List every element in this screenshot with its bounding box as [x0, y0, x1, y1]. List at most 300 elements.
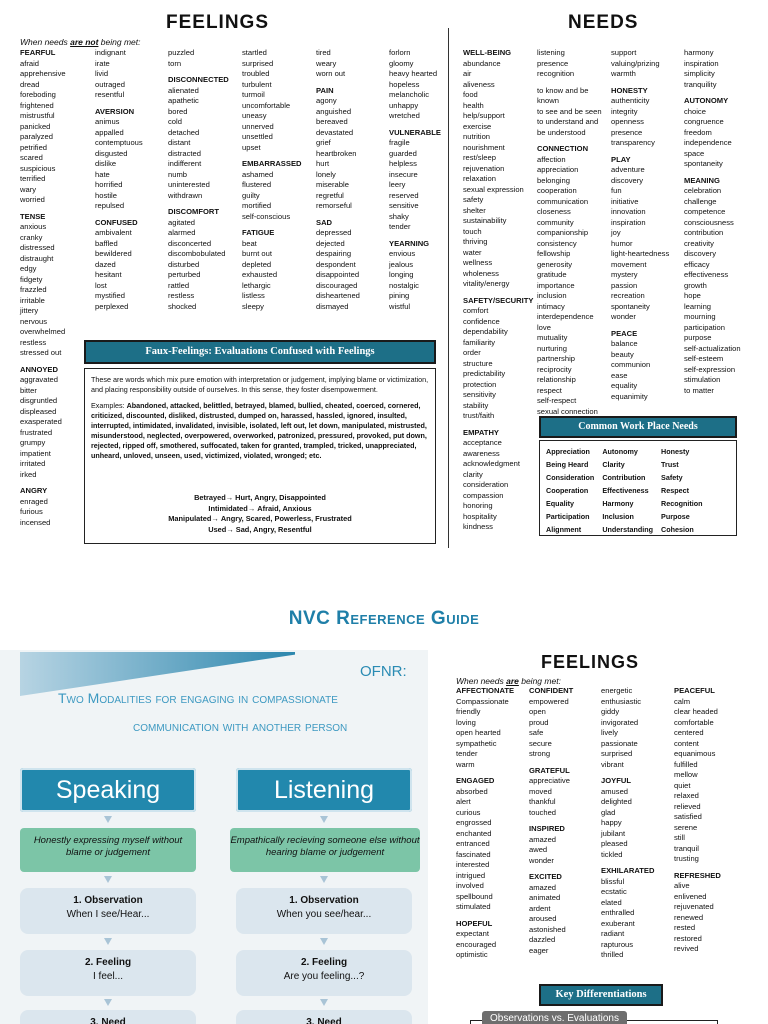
word-item: scared	[20, 153, 43, 162]
word-item: appreciative	[529, 776, 570, 785]
category-heading: CONFIDENT	[529, 686, 574, 695]
word-item: unsettled	[242, 132, 273, 141]
word-item: restless	[20, 337, 47, 347]
word-item: celebration	[684, 186, 722, 195]
word-item: warmth	[611, 69, 636, 78]
word-item: restored	[674, 933, 702, 943]
word-item: warm	[456, 759, 475, 769]
word-item: revived	[674, 944, 699, 953]
table-cell: Purpose	[661, 511, 690, 521]
table-cell: Understanding	[602, 524, 654, 534]
word-item: contribution	[684, 228, 724, 237]
word-item: structure	[463, 358, 493, 368]
word-item: paralyzed	[20, 132, 53, 141]
category-heading: EXCITED	[529, 872, 562, 881]
word-item: clarity	[463, 469, 483, 479]
word-item: amazed	[529, 834, 557, 844]
word-item: to see and be seen	[537, 106, 602, 116]
word-item: rapturous	[601, 939, 634, 949]
word-item: unnerved	[242, 121, 274, 131]
word-item: sensitive	[389, 201, 419, 210]
word-item: tranquility	[684, 79, 717, 89]
word-item: sleepy	[242, 301, 264, 311]
feelings-met-col-3	[601, 686, 654, 961]
word-item: relaxed	[674, 791, 699, 800]
word-item: tired	[316, 48, 331, 57]
word-item: devastated	[316, 127, 354, 137]
word-item: congruence	[684, 117, 724, 126]
word-item: wonder	[529, 855, 554, 865]
word-item: spellbound	[456, 891, 493, 901]
table-row	[542, 471, 707, 484]
word-item: discombobulated	[168, 249, 226, 258]
word-item: radiant	[601, 929, 625, 938]
word-item: purpose	[684, 333, 712, 342]
word-item: to matter	[684, 385, 714, 395]
word-item: loving	[456, 717, 476, 727]
word-item: uninterested	[168, 180, 210, 189]
word-item: enlivened	[674, 891, 707, 901]
word-item: mystery	[611, 270, 638, 279]
word-item: petrified	[20, 142, 48, 152]
word-item: nurturing	[537, 343, 567, 353]
word-item: interested	[456, 860, 490, 869]
word-item: vitality/energy	[463, 279, 510, 288]
word-item: disappointed	[316, 270, 360, 279]
word-item: reserved	[389, 190, 419, 200]
ofnr-subtitle-1: Two Modalities for engaging in compassionate	[58, 690, 338, 706]
speaking-step-need	[20, 1010, 196, 1024]
word-item: jittery	[20, 306, 39, 315]
table-cell: Recognition	[661, 498, 703, 508]
table-cell: Equality	[546, 498, 574, 508]
word-item: irate	[95, 58, 110, 68]
faux-intro: These are words which mix pure emotion with interpretation or judgement, implying blame or victimization, and placing responsibility outside of ourselves. In this sense, they foster disempowerment.	[91, 375, 429, 394]
word-item: open	[529, 707, 546, 716]
workplace-table	[542, 445, 707, 536]
word-item: to understand and	[537, 117, 599, 126]
step-title: 1. Observation	[73, 895, 143, 906]
word-item: spontaneity	[611, 301, 650, 311]
word-item: sexual expression	[463, 184, 524, 194]
table-row	[542, 458, 707, 471]
word-item: gloomy	[389, 58, 414, 68]
word-item: listening	[537, 48, 565, 57]
word-item: alive	[674, 881, 690, 890]
category-heading: VULNERABLE	[389, 127, 441, 137]
word-item: enchanted	[456, 828, 492, 838]
word-item: wonder	[611, 312, 636, 321]
word-item: mistrustful	[20, 111, 55, 120]
word-item: dislike	[95, 159, 117, 168]
word-item: beauty	[611, 349, 634, 359]
table-cell: Safety	[661, 472, 683, 482]
word-item: withdrawn	[168, 190, 203, 200]
table-row	[542, 523, 707, 536]
word-item: hopeless	[389, 79, 420, 89]
word-item: pining	[389, 291, 410, 300]
word-item: astonished	[529, 924, 566, 934]
speaking-step-feeling	[20, 950, 196, 996]
feelings-col-6	[389, 48, 441, 312]
category-heading: CONFUSED	[95, 217, 138, 227]
word-item: worn out	[316, 69, 346, 78]
ofnr-label: OFNR:	[360, 663, 407, 680]
category-heading: JOYFUL	[601, 776, 631, 785]
word-item: importance	[537, 280, 575, 290]
table-cell: Appreciation	[546, 446, 590, 456]
table-cell: Being Heard	[546, 459, 589, 469]
category-heading: ANGRY	[20, 486, 48, 495]
word-item: acknowledgment	[463, 459, 520, 468]
word-item: agitated	[168, 217, 196, 227]
word-item: fellowship	[537, 249, 571, 258]
table-cell: Cooperation	[546, 485, 589, 495]
word-item: stability	[463, 400, 489, 410]
note-post: being met:	[98, 37, 141, 47]
word-item: tranquil	[674, 843, 699, 853]
step-title: 2. Feeling	[84, 957, 132, 968]
category-heading: EMPATHY	[463, 427, 499, 437]
word-item: mutuality	[537, 333, 568, 342]
category-heading: AUTONOMY	[684, 96, 729, 105]
word-item: open hearted	[456, 728, 501, 737]
word-item: startled	[242, 48, 267, 57]
word-item: entranced	[456, 839, 490, 848]
word-item: apprehensive	[20, 69, 66, 78]
word-item: independence	[684, 138, 732, 147]
word-item: appreciation	[537, 165, 579, 174]
word-item: sympathetic	[456, 738, 497, 748]
feelings-met-col-2	[529, 686, 573, 956]
word-item: anguished	[316, 106, 352, 116]
word-item: nervous	[20, 316, 48, 326]
word-item: exasperated	[20, 417, 62, 426]
word-item: panicked	[20, 121, 51, 131]
word-item: trust/faith	[463, 411, 495, 420]
word-item: awareness	[463, 448, 500, 458]
word-item: mourning	[684, 312, 716, 321]
table-cell: Contribution	[602, 472, 646, 482]
word-item: despondent	[316, 259, 356, 269]
word-item: help/support	[463, 111, 505, 120]
step-sub: Are you feeling...?	[283, 971, 365, 982]
word-item: health	[463, 100, 484, 110]
word-item: delighted	[601, 797, 632, 806]
note-pre: When needs	[456, 676, 507, 686]
word-item: frightened	[20, 100, 54, 110]
word-item: ease	[611, 370, 628, 380]
word-item: apathetic	[168, 96, 199, 105]
word-item: dread	[20, 79, 40, 89]
word-item: support	[611, 48, 637, 57]
word-item: tender	[389, 222, 411, 231]
word-item: hate	[95, 169, 110, 179]
word-item: comfort	[463, 306, 489, 315]
word-item: wary	[20, 184, 37, 194]
word-item: passion	[611, 280, 638, 290]
word-item: passionate	[601, 738, 638, 748]
word-item: troubled	[242, 69, 270, 78]
word-item: dependability	[463, 327, 508, 336]
word-item: learning	[684, 301, 712, 311]
word-item: gratitude	[537, 270, 567, 279]
word-item: turmoil	[242, 90, 265, 99]
word-item: helpless	[389, 159, 417, 168]
word-item: baffled	[95, 238, 118, 248]
word-item: known	[537, 96, 559, 105]
word-item: consistency	[537, 238, 577, 248]
word-item: centered	[674, 728, 704, 737]
word-item: miserable	[316, 180, 349, 189]
word-item: reciprocity	[537, 364, 572, 374]
word-item: grief	[316, 138, 331, 147]
word-item: self-esteem	[684, 354, 724, 363]
feelings-col-2	[95, 48, 143, 312]
feelings-col-4	[242, 48, 302, 312]
word-item: rejuvenated	[674, 902, 714, 911]
word-item: mystified	[95, 291, 125, 300]
word-item: creativity	[684, 238, 714, 248]
workplace-needs-box	[539, 440, 737, 536]
needs-col-2	[537, 48, 602, 417]
category-heading: TENSE	[20, 211, 46, 221]
word-item: agony	[316, 96, 337, 105]
category-heading: AVERSION	[95, 106, 135, 116]
word-item: to know and be	[537, 85, 589, 95]
table-row	[542, 510, 707, 523]
word-item: self-conscious	[242, 211, 291, 221]
word-item: uneasy	[242, 111, 267, 120]
word-item: upset	[242, 142, 261, 152]
word-item: lively	[601, 728, 618, 737]
divider-line	[448, 28, 449, 548]
word-item: fidgety	[20, 274, 43, 284]
feelings-col-5	[316, 48, 360, 312]
word-item: indignant	[95, 48, 126, 57]
feelings-met-col-4	[674, 686, 721, 955]
word-item: shelter	[463, 205, 486, 215]
word-item: content	[674, 738, 699, 748]
word-item: numb	[168, 169, 187, 179]
word-item: aggravated	[20, 375, 58, 384]
word-item: challenge	[684, 196, 717, 206]
word-item: perplexed	[95, 301, 129, 311]
word-item: wistful	[389, 301, 411, 311]
word-item: affection	[537, 154, 566, 164]
word-item: alert	[456, 797, 471, 806]
word-item: mortified	[242, 201, 272, 210]
word-item: familiarity	[463, 337, 496, 347]
feelings-met-title: FEELINGS	[541, 652, 640, 672]
word-item: enthralled	[601, 908, 635, 917]
word-item: grumpy	[20, 438, 46, 447]
word-item: giddy	[601, 707, 620, 716]
word-item: inspiration	[611, 217, 646, 227]
table-cell: Harmony	[602, 498, 634, 508]
word-item: heartbroken	[316, 148, 357, 158]
word-item: amazed	[529, 882, 557, 892]
word-item: encouraged	[456, 939, 497, 949]
examples-label: Examples:	[91, 401, 127, 410]
category-heading: MEANING	[684, 175, 720, 185]
word-item: ashamed	[242, 169, 274, 179]
word-item: be understood	[537, 127, 586, 137]
word-item: engrossed	[456, 818, 492, 827]
word-item: perturbed	[168, 270, 201, 279]
table-cell: Autonomy	[602, 446, 638, 456]
word-item: ambivalent	[95, 228, 132, 237]
word-item: rest/sleep	[463, 153, 496, 162]
word-item: sustainability	[463, 216, 507, 225]
word-item: self-respect	[537, 396, 577, 405]
word-item: recognition	[537, 69, 575, 78]
word-item: discouraged	[316, 280, 358, 290]
word-item: involved	[456, 881, 484, 890]
feelings-col-3	[168, 48, 229, 312]
word-item: bitter	[20, 385, 37, 395]
word-item: disconcerted	[168, 238, 212, 248]
word-item: depressed	[316, 228, 352, 237]
word-item: torn	[168, 58, 182, 68]
step-sub: When you see/hear...	[276, 909, 372, 920]
word-item: thrilled	[601, 950, 624, 959]
word-item: tender	[456, 749, 478, 758]
category-heading: ENGAGED	[456, 776, 495, 785]
table-cell: Consideration	[546, 472, 595, 482]
word-item: optimistic	[456, 950, 488, 959]
word-item: heavy hearted	[389, 69, 438, 78]
note-post: being met:	[518, 676, 561, 686]
word-item: hesitant	[95, 270, 122, 279]
word-item: growth	[684, 280, 707, 290]
word-item: elated	[601, 897, 622, 907]
word-item: relieved	[674, 801, 701, 811]
word-item: friendly	[456, 707, 481, 716]
word-item: irritated	[20, 459, 46, 468]
ofnr-subtitle-2: communication with another person	[133, 718, 348, 734]
word-item: adventure	[611, 165, 645, 174]
word-item: belonging	[537, 175, 570, 185]
word-item: invigorated	[601, 717, 639, 727]
word-item: suspicious	[20, 163, 56, 173]
key-differentiations-title: Key Differentiations	[539, 984, 663, 1006]
word-item: distracted	[168, 148, 201, 158]
word-item: fun	[611, 186, 622, 195]
category-heading: WELL-BEING	[463, 48, 512, 57]
feelings-met-note	[456, 676, 561, 686]
category-heading: SAFETY/SECURITY	[463, 295, 534, 305]
word-item: energetic	[601, 686, 633, 695]
word-item: melancholic	[389, 90, 430, 99]
word-item: surprised	[601, 749, 633, 758]
word-item: relationship	[537, 375, 576, 384]
word-item: stressed out	[20, 348, 62, 357]
word-item: restless	[168, 291, 195, 300]
word-item: inspiration	[684, 58, 719, 68]
word-item: dejected	[316, 238, 345, 248]
word-item: cooperation	[537, 186, 577, 195]
word-item: cranky	[20, 232, 43, 242]
word-item: bored	[168, 106, 188, 116]
word-item: resentful	[95, 90, 125, 99]
table-row	[542, 445, 707, 458]
step-title: 3. Need	[90, 1017, 126, 1024]
word-item: community	[537, 217, 574, 227]
category-heading: ANNOYED	[20, 364, 58, 374]
category-heading: FATIGUE	[242, 228, 275, 237]
note-underline: are	[506, 676, 519, 686]
word-item: relaxation	[463, 174, 496, 183]
word-item: furious	[20, 507, 43, 516]
word-item: confidence	[463, 316, 500, 326]
word-item: equanimous	[674, 749, 716, 758]
word-item: hope	[684, 291, 701, 300]
word-item: cold	[168, 117, 182, 126]
word-item: disgusted	[95, 148, 128, 158]
word-item: stimulation	[684, 375, 721, 384]
word-item: nutrition	[463, 132, 491, 141]
word-item: flustered	[242, 180, 272, 189]
word-item: anxious	[20, 222, 47, 231]
word-item: consciousness	[684, 217, 734, 227]
word-item: recreation	[611, 291, 645, 300]
word-item: amused	[601, 786, 629, 796]
examples-text: Abandoned, attacked, belittled, betrayed, blamed, bullied, cheated, coerced, cornered, criticized, discounted, disliked, distrusted, dumped on, harassed, hassled, ignored, insulted, interrupted, intimidated, invalidated, invisible, isolated, left out, let down, manipulated, mistrusted, misunderstood, neglected, overpowered, overworked, patronized, pressured, provoked, put down, rejected, ripped off, smothered, suffocated, taken for granted, trampled, tricked, unappreciated, unheard, unloved, unseen, used, victimized, violated, wronged; etc.	[91, 401, 427, 460]
word-item: comfortable	[674, 717, 714, 727]
word-item: dazed	[95, 259, 116, 269]
word-item: uncomfortable	[242, 100, 291, 110]
category-heading: YEARNING	[389, 238, 430, 248]
nvc-guide-title: NVC Reference Guide	[288, 608, 480, 629]
word-item: stimulated	[456, 902, 491, 911]
word-item: presence	[537, 58, 569, 68]
word-item: happy	[601, 818, 622, 827]
word-item: abundance	[463, 58, 501, 68]
word-item: spontaneity	[684, 159, 723, 168]
table-cell: Effectiveness	[602, 485, 649, 495]
faux-mappings	[85, 493, 435, 535]
word-item: leery	[389, 180, 406, 189]
word-item: trusting	[674, 854, 699, 863]
word-item: discovery	[684, 249, 717, 258]
table-cell: Clarity	[602, 459, 625, 469]
word-item: foreboding	[20, 90, 56, 99]
word-item: listless	[242, 291, 265, 300]
category-heading: PEACEFUL	[674, 686, 715, 695]
word-item: dazzled	[529, 935, 556, 944]
word-item: transparency	[611, 138, 655, 147]
listening-step-need	[236, 1010, 412, 1024]
word-item: love	[537, 322, 551, 332]
word-item: contemptuous	[95, 138, 143, 147]
word-item: unhappy	[389, 100, 419, 110]
word-item: equanimity	[611, 391, 648, 401]
word-item: hurt	[316, 159, 330, 168]
word-item: wretched	[389, 111, 420, 120]
word-item: movement	[611, 259, 647, 269]
table-cell: Inclusion	[602, 511, 634, 521]
word-item: honoring	[463, 501, 493, 510]
word-item: jealous	[389, 259, 414, 269]
word-item: appalled	[95, 127, 124, 137]
word-item: fascinated	[456, 849, 491, 859]
table-cell: Honesty	[661, 446, 690, 456]
word-item: generosity	[537, 259, 573, 269]
word-item: rejuvenation	[463, 163, 505, 173]
needs-col-1	[463, 48, 533, 533]
category-heading: PLAY	[611, 154, 631, 164]
